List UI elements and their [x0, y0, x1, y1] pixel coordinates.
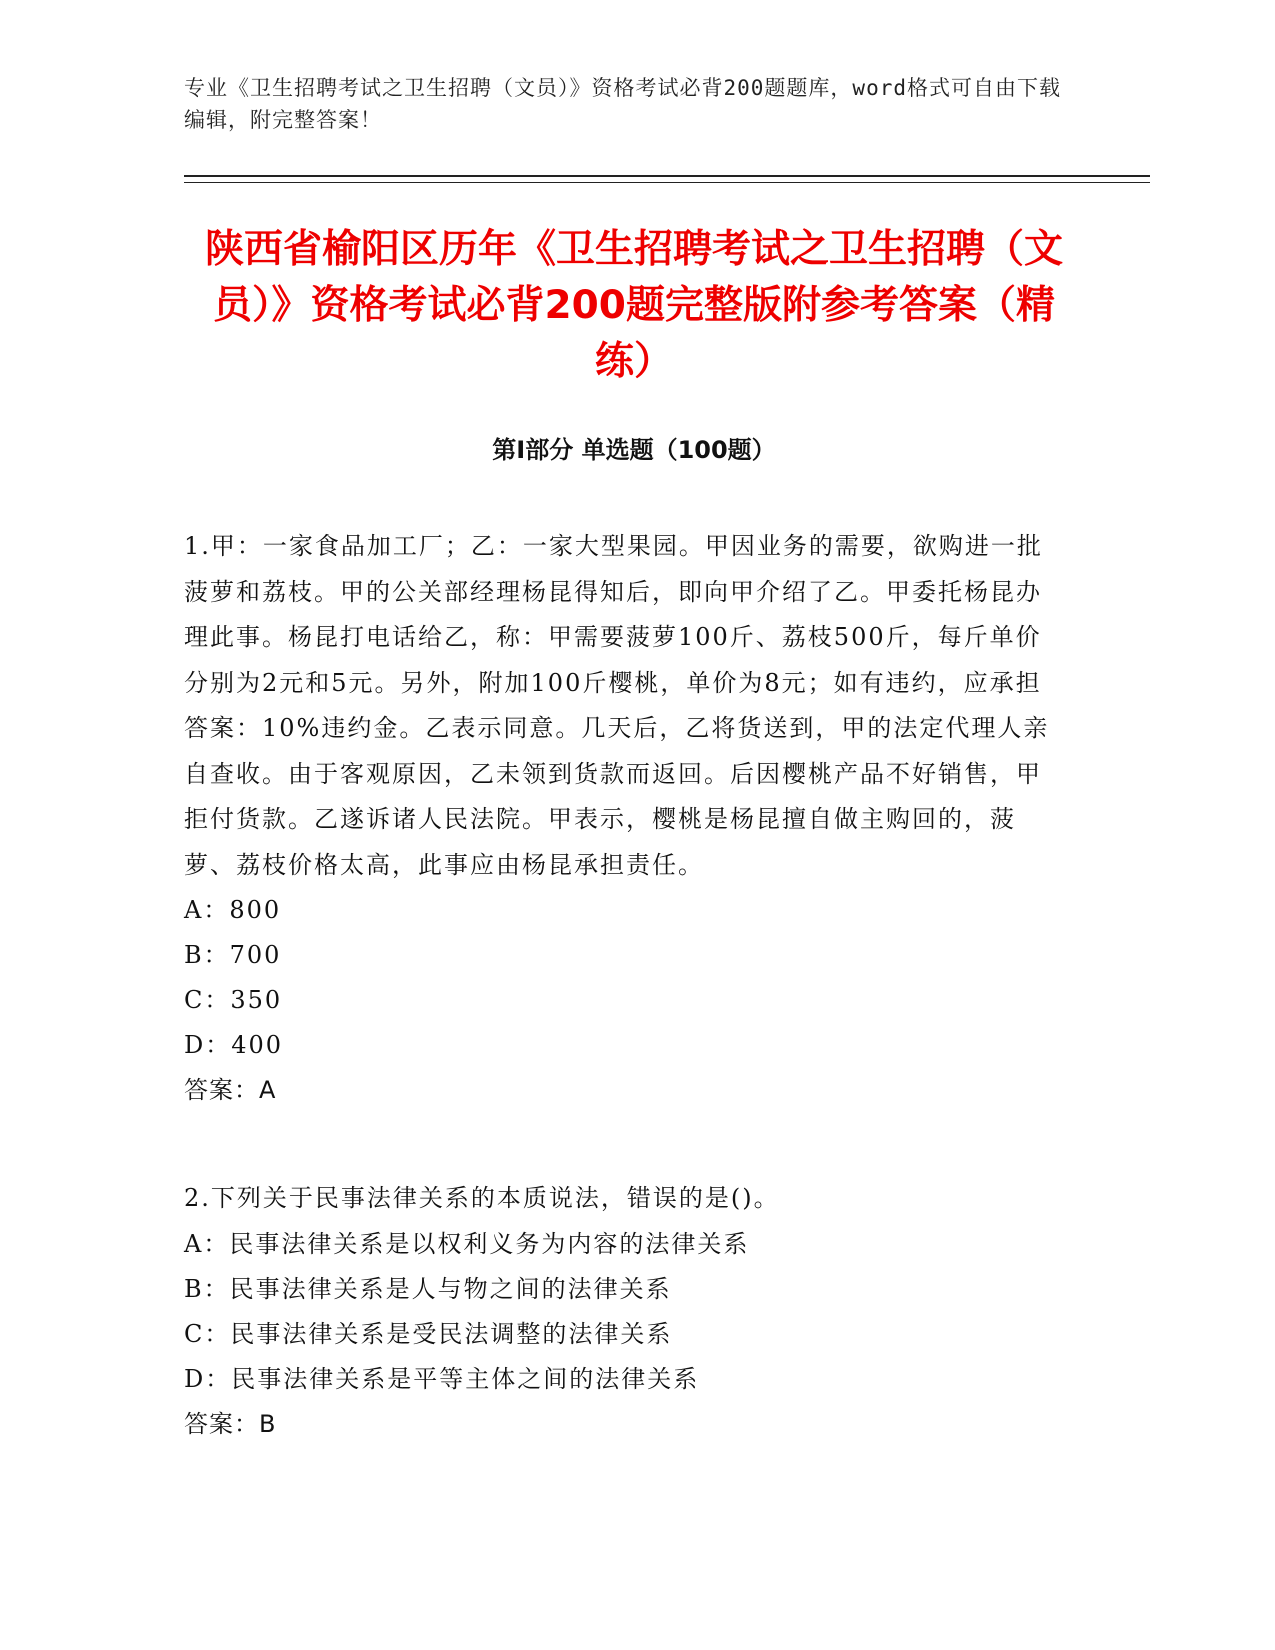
section-heading: 第Ⅰ部分 单选题（100题） — [492, 436, 776, 464]
header-divider-thin — [184, 182, 1150, 183]
header-note: 专业《卫生招聘考试之卫生招聘（文员）》资格考试必背200题题库，word格式可自由下载编辑，附完整答案！ — [184, 76, 1061, 132]
option-a: A：民事法律关系是以权利义务为内容的法律关系 — [184, 1229, 750, 1258]
option-b: B：民事法律关系是人与物之间的法律关系 — [184, 1274, 672, 1303]
option-a: A：800 — [184, 896, 282, 924]
question-1 — [184, 524, 1064, 1113]
answer: 答案：B — [184, 1409, 277, 1438]
option-d: D：民事法律关系是平等主体之间的法律关系 — [184, 1364, 700, 1393]
answer: 答案：A — [184, 1076, 277, 1104]
option-c: C：民事法律关系是受民法调整的法律关系 — [184, 1319, 673, 1348]
header-divider-thick — [184, 175, 1150, 177]
option-d: D：400 — [184, 1031, 284, 1059]
question-stem: 2.下列关于民事法律关系的本质说法，错误的是()。 — [184, 1184, 780, 1212]
question-stem: 1.甲：一家食品加工厂；乙：一家大型果园。甲因业务的需要，欲购进一批菠萝和荔枝。甲的公关部经理杨昆得知后，即向甲介绍了乙。甲委托杨昆办理此事。杨昆打电话给乙，称：甲需要菠萝100斤、荔枝500斤，每斤单价分别为2元和5元。另外，附加100斤樱桃，单价为8元；如有违约，应承担答案：10%违约金。乙表示同意。几天后，乙将货送到，甲的法定代理人亲自查收。由于客观原因，乙未领到货款而返回。后因樱桃产品不好销售，甲拒付货款。乙遂诉诸人民法院。甲表示，樱桃是杨昆擅自做主购回的，菠萝、荔枝价格太高，此事应由杨昆承担责任。 — [184, 532, 1050, 879]
option-b: B：700 — [184, 941, 282, 969]
option-c: C：350 — [184, 986, 283, 1014]
document-title: 陕西省榆阳区历年《卫生招聘考试之卫生招聘（文员）》资格考试必背200题完整版附参考答案（精练） — [204, 227, 1063, 384]
question-2 — [184, 1176, 1064, 1447]
